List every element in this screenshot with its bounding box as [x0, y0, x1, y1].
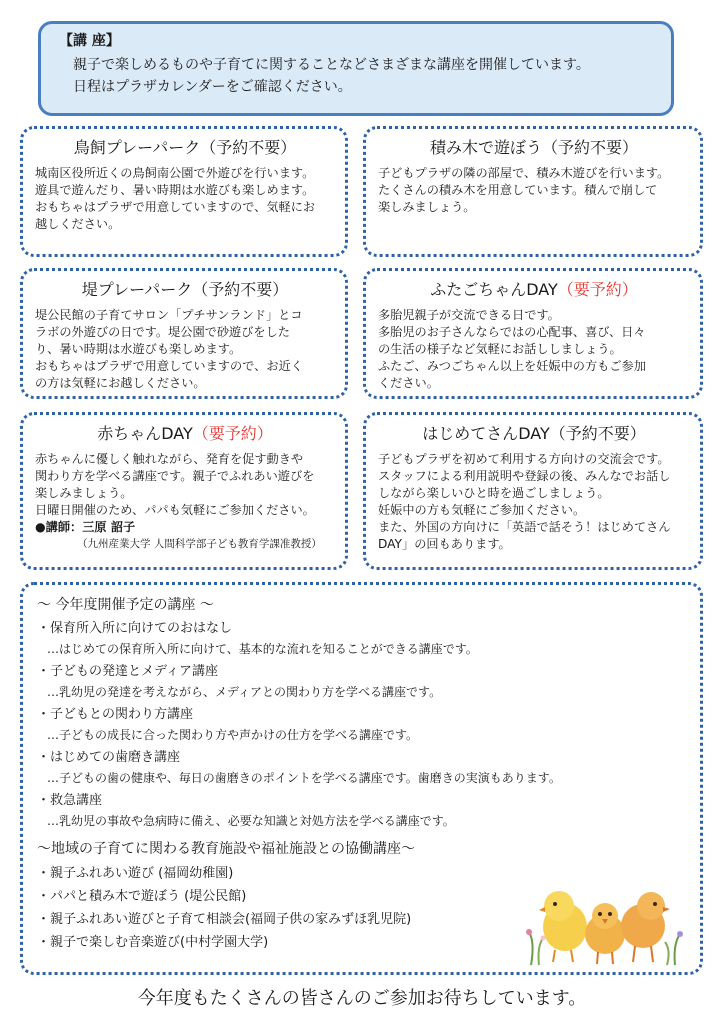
planned-item-desc: …子どもの成長に合った関わり方や声かけの仕方を学べる講座です。	[47, 728, 419, 742]
card-text-line: おもちゃはプラザで用意していますので、お近く	[35, 359, 303, 373]
collab-item: ・親子で楽しむ音楽遊び(中村学園大学)	[37, 935, 269, 950]
card-text-line: 妊娠中の方も気軽にご参加ください。	[378, 503, 586, 517]
collab-heading: ～地域の子育てに関わる教育施設や福祉施設との協働講座～	[37, 841, 415, 857]
card-tsutsumi-play-park	[20, 268, 348, 399]
lecturer-name: ●講師：三原 詔子	[35, 520, 136, 534]
card-text-line: り、暑い時期は水遊びも楽しめます。	[35, 342, 242, 356]
card-title	[35, 423, 335, 445]
card-text-line: の生活の様子など気軽にお話ししましょう。	[378, 342, 622, 356]
card-title: はじめてさんDAY（予約不要）	[422, 424, 646, 443]
reservation-required-label: （要予約）	[192, 424, 273, 443]
planned-item-desc: …はじめての保育所入所に向けて、基本的な流れを知ることができる講座です。	[47, 642, 478, 656]
reservation-required-label: （要予約）	[557, 280, 638, 299]
card-text-line: 関わり方を学べる講座です。親子でふれあい遊びを	[35, 469, 315, 483]
card-tsumiki	[363, 126, 703, 257]
card-text-line: 日曜日開催のため、パパも気軽にご参加ください。	[35, 503, 315, 517]
collab-item: ・親子ふれあい遊び (福岡幼稚園)	[37, 866, 234, 881]
card-text-line: スタッフによる利用説明や登録の後、みんなでお話し	[378, 469, 671, 483]
card-text-line: 楽しみましょう。	[35, 486, 133, 500]
card-text-line: 多胎児のお子さんならではの心配事、喜び、日々	[378, 325, 646, 339]
lecturer-affiliation: （九州産業大学 人間科学部子ども教育学課准教授）	[77, 538, 322, 550]
chick-icon	[539, 891, 587, 962]
card-text-line: 子どもプラザの隣の部屋で、積み木遊びを行います。	[378, 166, 670, 180]
intro-line-2: 日程はプラザカレンダーをご確認ください。	[73, 79, 352, 95]
card-title	[378, 279, 690, 301]
planned-heading: ～ 今年度開催予定の講座 ～	[37, 597, 214, 613]
planned-item-title: ・子どもの発達とメディア講座	[37, 664, 218, 679]
card-text-line: たくさんの積み木を用意しています。積んで崩して	[378, 183, 658, 197]
chicks-illustration	[525, 872, 685, 967]
card-title: 鳥飼プレーパーク（予約不要）	[73, 138, 297, 157]
collab-item: ・親子ふれあい遊びと子育て相談会(福岡子供の家みずほ乳児院)	[37, 912, 412, 927]
card-text-line: DAY」の回もあります。	[378, 537, 511, 551]
card-title: 積み木で遊ぼう（予約不要）	[429, 138, 638, 157]
planned-item-desc: …子どもの歯の健康や、毎日の歯磨きのポイントを学べる講座です。歯磨きの実演もあります。	[47, 771, 561, 785]
card-text-line: 赤ちゃんに優しく触れながら、発育を促す動きや	[35, 452, 304, 466]
card-text-line: おもちゃはプラザで用意していますので、気軽にお	[35, 200, 316, 214]
planned-item-desc: …乳幼児の事故や急病時に備え、必要な知識と対処方法を学べる講座です。	[47, 814, 455, 828]
intro-line-1: 親子で楽しめるものや子育てに関することなどさまざまな講座を開催しています。	[73, 57, 590, 73]
card-text-line: ふたご、みつごちゃん以上を妊娠中の方もご参加	[378, 359, 646, 373]
intro-title: 【講 座】	[59, 33, 120, 49]
planned-item-title: ・救急講座	[37, 793, 103, 808]
card-title: 堤プレーパーク（予約不要）	[81, 280, 289, 299]
card-text-line: 楽しみましょう。	[378, 200, 476, 214]
planned-item-title: ・子どもとの関わり方講座	[37, 707, 194, 722]
planned-item-desc: …乳幼児の発達を考えながら、メディアとの関わり方を学べる講座です。	[47, 685, 442, 699]
card-title-main: 赤ちゃんDAY	[97, 424, 193, 443]
card-text-line: ラボの外遊びの日です。堤公園で砂遊びをした	[35, 325, 290, 339]
card-text-line: 越しください。	[35, 217, 121, 231]
card-text-line: ください。	[378, 376, 439, 390]
card-text-line: の方は気軽にお越しください。	[35, 376, 206, 390]
card-baby-day	[20, 412, 348, 570]
card-text-line: 城南区役所近くの鳥飼南公園で外遊びを行います。	[35, 166, 315, 180]
card-ukai-play-park	[20, 126, 348, 257]
planned-item-title: ・はじめての歯磨き講座	[37, 750, 181, 765]
planned-item-title: ・保育所入所に向けてのおはなし	[37, 621, 233, 636]
card-text-line: 堤公民館の子育てサロン「プチサンランド」とコ	[35, 308, 303, 322]
card-futago-day	[363, 268, 703, 399]
card-title-main: ふたごちゃんDAY	[430, 280, 558, 299]
footer-message: 今年度もたくさんの皆さんのご参加お待ちしています。	[137, 988, 587, 1009]
chick-icon	[585, 903, 625, 964]
card-text-line: 遊具で遊んだり、暑い時期は水遊びも楽しめます。	[35, 183, 315, 197]
card-text-line: 多胎児親子が交流できる日です。	[378, 308, 560, 322]
card-first-timers-day	[363, 412, 703, 570]
collab-item: ・パパと積み木で遊ぼう (堤公民館)	[37, 889, 247, 904]
intro-box	[38, 21, 674, 116]
card-text-line: しながら楽しいひと時を過ごしましょう。	[378, 486, 610, 500]
card-text-line: また、外国の方向けに「英語で話そう！はじめてさん	[378, 520, 671, 534]
chick-icon	[621, 892, 670, 962]
card-text-line: 子どもプラザを初めて利用する方向けの交流会です。	[378, 452, 670, 466]
